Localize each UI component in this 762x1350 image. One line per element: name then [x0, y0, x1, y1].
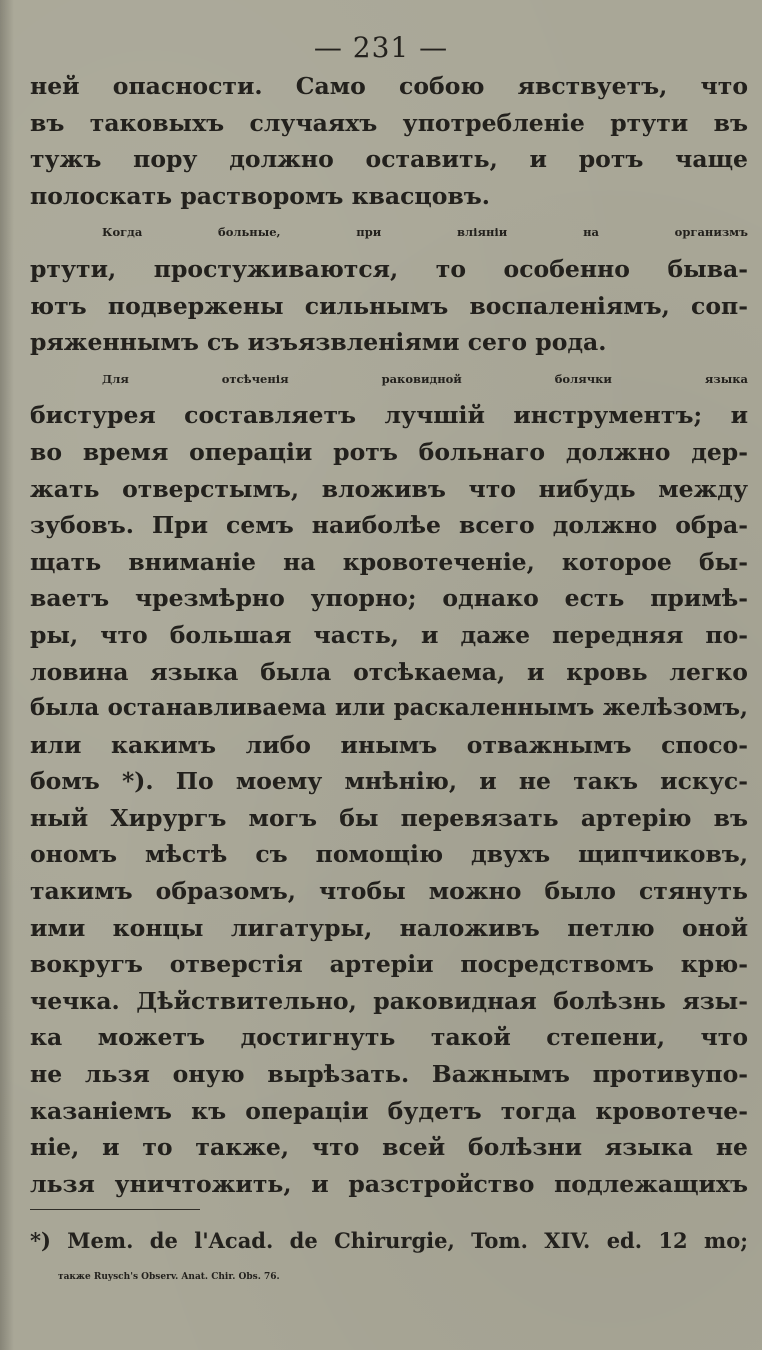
text-line: бомъ *). По моему мнѣнію, и не такъ искус-	[30, 767, 748, 796]
text-line: Когда больные, при вліяніи на организмъ	[102, 225, 748, 240]
text-line: ртути, простуживаются, то особенно быва-	[30, 254, 748, 283]
text-line: чечка. Дѣйствительно, раковидная болѣзнь язы-	[30, 986, 748, 1015]
text-line: ный Хирургъ могъ бы перевязать артерію въ	[30, 803, 748, 832]
text-line: ней опасности. Само собою явствуетъ, что	[30, 72, 748, 100]
footnote-line: также Ruysch's Observ. Anat. Chir. Obs. 76.	[58, 1272, 280, 1282]
page-spine-shadow	[0, 0, 14, 1350]
text-line: или какимъ либо инымъ отважнымъ спосо-	[30, 730, 748, 759]
text-line: ка можетъ достигнуть такой степени, что	[30, 1023, 748, 1052]
text-line: тужъ пору должно оставить, и ротъ чаще	[30, 145, 748, 174]
body-text	[30, 68, 748, 1202]
text-line: ономъ мѣстѣ съ помощію двухъ щипчиковъ,	[30, 840, 748, 869]
text-line: вокругъ отверстія артеріи посредствомъ крю-	[30, 950, 748, 979]
text-line: въ таковыхъ случаяхъ употребленіе ртути въ	[30, 108, 748, 137]
text-line: ловина языка была отсѣкаема, и кровь легко	[30, 657, 748, 686]
text-line: полоскать растворомъ квасцовъ.	[30, 181, 490, 210]
text-line: во время операціи ротъ больнаго должно дер-	[30, 437, 748, 466]
page-number-header: — 231 —	[313, 31, 449, 64]
text-line: ими концы лигатуры, наложивъ петлю оной	[30, 913, 748, 942]
text-line: была останавливаема или раскаленнымъ желѣзомъ,	[30, 694, 748, 722]
text-line: не льзя оную вырѣзать. Важнымъ противупо-	[30, 1060, 748, 1089]
text-line: ры, что большая часть, и даже передняя по-	[30, 620, 748, 649]
text-line: льзя уничтожить, и разстройство подлежащихъ	[30, 1169, 748, 1198]
text-line: такимъ образомъ, чтобы можно было стянуть	[30, 877, 748, 906]
text-line: ряженнымъ съ изъязвленіями сего рода.	[30, 328, 607, 357]
text-line: ютъ подвержены сильнымъ воспаленіямъ, соп-	[30, 291, 748, 320]
text-line: бистурея составляетъ лучшій инструментъ; и	[30, 401, 748, 430]
text-line: ніе, и то также, что всей болѣзни языка не	[30, 1133, 748, 1162]
footnote-line: *) Mem. de l'Acad. de Chirurgie, Tom. XIV. ed. 12 mo;	[30, 1228, 748, 1253]
text-line: жать отверстымъ, вложивъ что нибудь между	[30, 474, 748, 503]
text-line: ваетъ чрезмѣрно упорно; однако есть примѣ-	[30, 584, 748, 613]
footnote-separator	[30, 1209, 200, 1210]
text-line: Для отсѣченія раковидной болячки языка	[102, 371, 748, 386]
text-line: щать вниманіе на кровотеченіе, которое бы-	[30, 547, 748, 576]
text-line: казаніемъ къ операціи будетъ тогда кровотече-	[30, 1096, 748, 1125]
text-line: зубовъ. При семъ наиболѣе всего должно обра-	[30, 511, 748, 540]
footnotes	[30, 1222, 748, 1296]
